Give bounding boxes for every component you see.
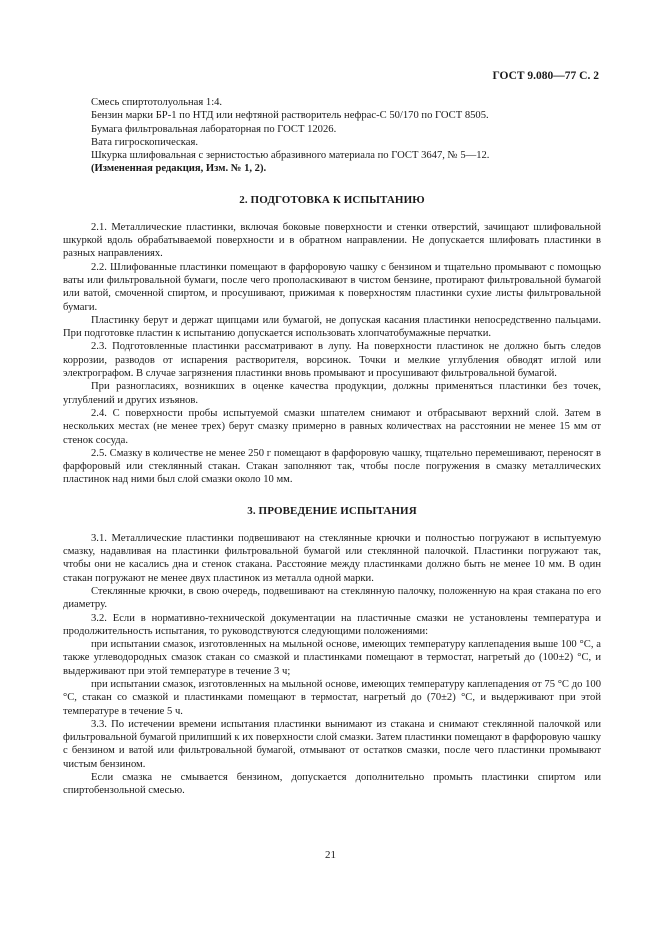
paragraph: 2.5. Смазку в количестве не менее 250 г помещают в фарфоровую чашку, тщательно перемешивают, переносят в фарфоровый или стеклянный стакан. Стакан заполняют так, чтобы после погружения в смазку металлических пластинок над ними был слой смазки около 10 мм. — [63, 447, 601, 486]
paragraph: при испытании смазок, изготовленных на мыльной основе, имеющих температуру каплепадения выше 100 °С, а также углеводородных смазок стакан со смазкой и пластинками помещают в термостат, нагретый до (100±2) °С, и выдерживают при этой температуре в течение 3 ч; — [63, 639, 601, 677]
paragraph: Стеклянные крючки, в свою очередь, подвешивают на стеклянную палочку, положенную на края стакана по его диаметру. — [63, 585, 601, 611]
document-body — [63, 96, 601, 798]
section-3-title: 3. ПРОВЕДЕНИЕ ИСПЫТАНИЯ — [247, 504, 417, 517]
materials-item: Смесь спиртотолуольная 1:4. — [91, 97, 223, 108]
paragraph: 2.3. Подготовленные пластинки рассматривают в лупу. На поверхности пластинок не должно быть следов коррозии, разводов от испарения растворителя, ворсинок. Точки и мелкие углубления обводят иглой или электрографом. В случае загрязнения пластинки вновь промывают и просушивают фильтровальной бумагой. — [63, 341, 601, 380]
paragraph: Если смазка не смывается бензином, допускается дополнительно промыть пластинки спиртом или спиртобензольной смесью. — [63, 772, 601, 797]
section-2-title: 2. ПОДГОТОВКА К ИСПЫТАНИЮ — [239, 193, 425, 206]
paragraph: 2.1. Металлические пластинки, включая боковые поверхности и стенки отверстий, зачищают шлифовальной шкуркой вдоль обрабатываемой поверхности и в обратном направлении. Не допускается шлифовать пластинки в разных направлениях. — [63, 221, 601, 260]
materials-item: Шкурка шлифовальная с зернистостью абразивного материала по ГОСТ 3647, № 5—12. — [91, 150, 490, 162]
document-reference: ГОСТ 9.080—77 С. 2 — [492, 70, 599, 82]
page-number: 21 — [325, 849, 336, 861]
materials-item: Бензин марки БР-1 по НТД или нефтяной растворитель нефрас-С 50/170 по ГОСТ 8505. — [91, 110, 489, 122]
section-3-body — [63, 532, 601, 798]
paragraph: при испытании смазок, изготовленных на мыльной основе, имеющих температуру каплепадения от 75 °С до 100 °С, стакан со смазкой и пластинками помещают в термостат, нагретый до (70±2) °С, и выдерживают при этой температуре в течение 5 ч. — [63, 678, 601, 717]
materials-item: Вата гигроскопическая. — [91, 136, 198, 148]
paragraph: 3.3. По истечении времени испытания пластинки вынимают из стакана и снимают стеклянной палочкой или фильтровальной бумагой прилипший к их поверхности слой смазки. Затем пластинки помещают в фарфоровую чашку с бензином и ватой или фильтровальной бумагой, отмывают от остатков смазки, после чего пластинки промывают чистым бензином. — [63, 718, 601, 770]
materials-item: Бумага фильтровальная лабораторная по ГОСТ 12026. — [91, 123, 337, 135]
paragraph: При разногласиях, возникших в оценке качества продукции, должны применяться пластинки без точек, углублений и других изъянов. — [63, 381, 601, 406]
revision-note: (Измененная редакция, Изм. № 1, 2). — [91, 163, 267, 175]
paragraph: 2.4. С поверхности пробы испытуемой смазки шпателем снимают и отбрасывают верхний слой. Затем в нескольких местах (не менее трех) берут смазку примерно в равных количествах на расстоянии не менее 15 мм от стенок сосуда. — [63, 407, 601, 446]
paragraph: Пластинку берут и держат щипцами или бумагой, не допуская касания пластинки непосредственно пальцами. При подготовке пластин к испытанию допускается использовать хлопчатобумажные перчатки. — [63, 314, 601, 340]
paragraph: 3.1. Металлические пластинки подвешивают на стеклянные крючки и полностью погружают в испытуемую смазку, надавливая на пластинки фильтровальной бумагой или стеклянной палочкой. Пластинки погружают так, чтобы они не касались дна и стенок стакана. Расстояние между пластинками должно быть не менее 10 мм. В один стакан погружают не менее двух пластинок из металла одной марки. — [63, 532, 601, 584]
paragraph: 2.2. Шлифованные пластинки помещают в фарфоровую чашку с бензином и тщательно промывают с помощью ваты или фильтровальной бумаги, после чего прополаскивают в чистом бензине, протирают фильтровальной бумагой или ватой, смоченной спиртом, и просушивают, прижимая к поверхностям пластинки сухие листы фильтровальной бумаги. — [63, 261, 601, 313]
section-2-body — [63, 221, 601, 487]
paragraph: 3.2. Если в нормативно-технической документации на пластичные смазки не установлены температура и продолжительность испытания, то руководствуются следующими положениями: — [63, 612, 601, 637]
materials-list — [63, 96, 601, 176]
